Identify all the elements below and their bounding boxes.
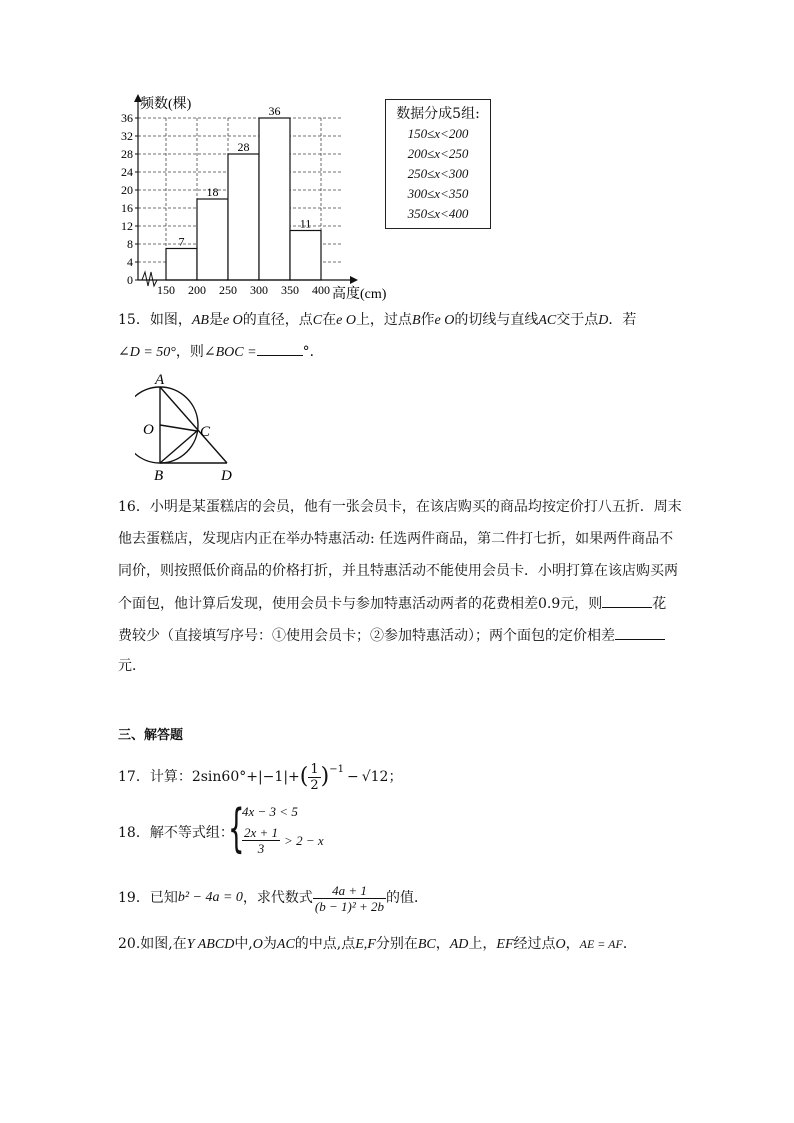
legend-title: 数据分成5组:: [396, 106, 480, 122]
x-tick-label: 200: [188, 283, 206, 297]
bar-value-label: 36: [268, 104, 281, 118]
y-tick-label: 8: [127, 237, 133, 251]
section-heading: 三、解答题: [118, 728, 184, 743]
histogram-chart: [110, 90, 400, 305]
question-16-line-6: 元．: [118, 658, 146, 674]
point-label-d: D: [221, 468, 232, 484]
bar-value-label: 7: [178, 234, 185, 249]
y-tick-label: 0: [127, 273, 133, 287]
bar-value-label: 28: [237, 140, 250, 154]
y-tick-label: 32: [121, 129, 133, 143]
chart-x-label: 高度(cm): [332, 287, 387, 302]
y-tick-label: 24: [121, 165, 133, 179]
question-16-line-2: 他去蛋糕店，发现店内正在举办特惠活动: 任选两件商品，第二件打七折，如果两件商品不: [118, 531, 674, 547]
bar-value-label: 18: [206, 185, 219, 199]
question-16-line-1: 16．小明是某蛋糕店的会员，他有一张会员卡，在该店购买的商品均按定价打八五折．周末: [118, 499, 682, 515]
segment-oc: [160, 425, 197, 431]
chart-y-label: 频数(棵): [140, 97, 192, 112]
inequality-1: 4x − 3 < 5: [242, 804, 298, 819]
legend-item: 200≤x<250: [407, 146, 469, 161]
question-15-line-1: 15．如图，AB是e O的直径，点C在e O上，过点B作e O的切线与直线AC交于点D．若: [118, 312, 637, 328]
bar-value-label: 11: [299, 216, 312, 231]
histogram-bar: [197, 199, 228, 280]
question-17: 17．计算： 2sin60°+|−1|+ ( $\frac{1}{2}$ ) $^{-1}$ − √12 ；: [118, 761, 403, 793]
question-16-line-5: 费较少（直接填写序号：①使用会员卡；②参加特惠活动）；两个面包的定价相差: [118, 625, 665, 646]
x-tick-label: 350: [281, 283, 299, 297]
answer-blank[interactable]: [602, 593, 652, 608]
legend-item: 150≤x<200: [407, 126, 469, 141]
point-label-o: O: [143, 422, 154, 438]
y-tick-label: 28: [121, 147, 133, 161]
legend-item: 250≤x<300: [407, 166, 469, 181]
question-19: 19．已知 b² − 4a = 0 ，求代数式 $\frac{4a + 1}{\text{(b − 1)² + 2b}}$ 的值．: [118, 882, 429, 914]
histogram-bar: [228, 154, 259, 280]
axis-break-zigzag: [142, 272, 157, 286]
x-axis-arrow: [350, 276, 358, 284]
legend-item: 350≤x<400: [407, 206, 469, 221]
histogram-bar: [290, 231, 321, 281]
question-16-line-3: 同价，则按照低价商品的价格打折，并且特惠活动不能使用会员卡．小明打算在该店购买两: [118, 563, 678, 579]
group-legend: [385, 99, 491, 229]
point-label-a: A: [155, 372, 165, 388]
x-tick-label: 150: [157, 283, 175, 297]
y-tick-label: 12: [121, 219, 133, 233]
question-18-label: 18．解不等式组：: [118, 825, 234, 841]
y-tick-label: 4: [127, 255, 133, 269]
y-tick-label: 36: [121, 111, 133, 125]
point-label-c: C: [200, 424, 211, 440]
line-ad: [160, 387, 227, 463]
system-brace: {: [228, 799, 245, 859]
question-20: 20.如图,在Y ABCD中,O为AC的中点,点E,F分别在BC，AD上，EF经过点O，AE = AF．: [118, 936, 637, 952]
question-16-line-4: 个面包，他计算后发现，使用会员卡与参加特惠活动两者的花费相差0.9元，则 花: [118, 593, 666, 614]
x-tick-label: 300: [250, 283, 268, 297]
x-tick-label: 400: [312, 283, 330, 297]
question-15-line-2: ∠D = 50°，则∠BOC = °．: [118, 341, 324, 363]
x-tick-label: 250: [219, 283, 237, 297]
y-tick-label: 20: [121, 183, 133, 197]
legend-item: 300≤x<350: [407, 186, 469, 201]
chart-y-ticks: [121, 111, 138, 287]
histogram-bar: [259, 118, 290, 280]
circle-tangent-figure: [135, 370, 245, 485]
answer-blank[interactable]: [615, 625, 665, 640]
answer-blank[interactable]: [257, 341, 303, 356]
histogram-bar: [166, 249, 197, 281]
inequality-system: { 4x − 3 < 5 $\frac{2x + 1}{3}$ > 2 − x: [228, 799, 324, 859]
chart-x-ticks: [157, 283, 330, 297]
point-label-b: B: [154, 468, 164, 484]
y-tick-label: 16: [121, 201, 133, 215]
